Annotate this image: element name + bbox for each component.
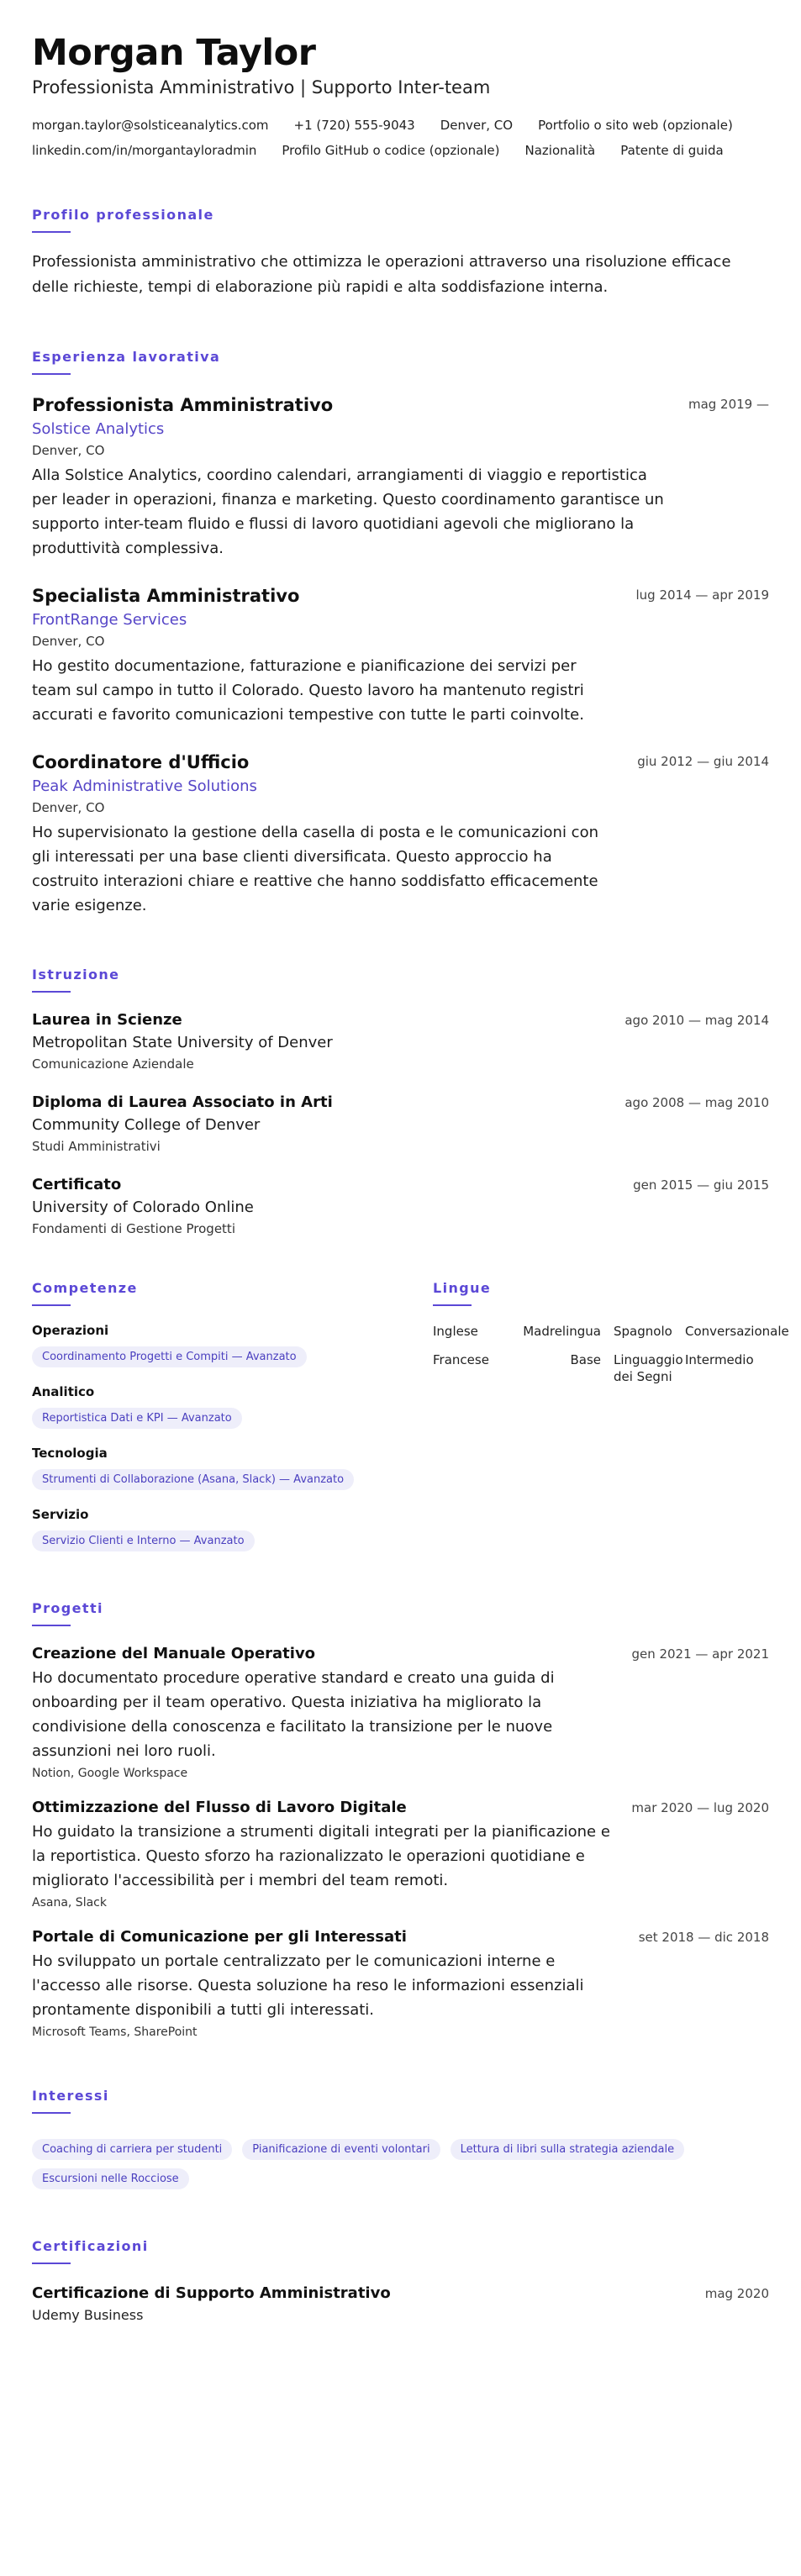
education-field: Fondamenti di Gestione Progetti [32, 1221, 235, 1236]
skill-group [32, 1323, 399, 1367]
education-entry [32, 1011, 769, 1072]
job-company: Peak Administrative Solutions [32, 777, 257, 795]
project-dates: set 2018 — dic 2018 [638, 1930, 769, 1945]
project-name: Ottimizzazione del Flusso di Lavoro Digitale [32, 1799, 407, 1816]
certification-issuer: Udemy Business [32, 2307, 144, 2323]
job-dates: giu 2012 — giu 2014 [637, 754, 769, 769]
job-description: Ho supervisionato la gestione della casella di posta e le comunicazioni con gli interessati per una base clienti diversificata. Questo approccio ha costruito interazioni chiare e reattive che hanno soddisfatto efficacemente varie esigenze. [32, 824, 598, 914]
language-level: Base [570, 1352, 601, 1367]
experience-section-title: Esperienza lavorativa [32, 349, 221, 365]
projects-section-title: Progetti [32, 1600, 103, 1616]
certification-entry [32, 2284, 769, 2323]
skill-category: Tecnologia [32, 1446, 108, 1461]
skill-chip: Coordinamento Progetti e Compiti — Avanzato [32, 1346, 307, 1367]
projects-section [32, 1600, 769, 2039]
skills-column [32, 1280, 399, 1551]
skill-chip: Reportistica Dati e KPI — Avanzato [32, 1408, 242, 1429]
certification-name: Certificazione di Supporto Amministrativo [32, 2284, 391, 2302]
contact-linkedin[interactable]: linkedin.com/in/morgantayloradmin [32, 143, 257, 158]
contact-nationality: Nazionalità [524, 143, 596, 158]
summary-section [32, 207, 769, 300]
education-field: Studi Amministrativi [32, 1139, 161, 1154]
job-entry [32, 752, 769, 918]
interests-section-title: Interessi [32, 2088, 109, 2104]
job-description: Ho gestito documentazione, fatturazione e pianificazione dei servizi per team sul campo in tutto il Colorado. Questo lavoro ha mantenuto registri accurati e favorito comunicazioni tempestive con tutte le parti coinvolte. [32, 657, 584, 724]
education-school: Community College of Denver [32, 1116, 261, 1134]
skill-group [32, 1507, 399, 1551]
project-description: Ho sviluppato un portale centralizzato per le comunicazioni interne e l'accesso alle risorse. Questa soluzione ha reso le informazioni essenziali prontamente disponibili a tutti gli interessati. [32, 1952, 584, 2019]
language-name: Francese [433, 1352, 489, 1367]
interests-section [32, 2088, 769, 2189]
skill-group [32, 1384, 399, 1429]
interest-chip: Lettura di libri sulla strategia aziendale [451, 2139, 685, 2160]
education-section [32, 967, 769, 1236]
section-divider [433, 1304, 472, 1306]
language-name: Inglese [433, 1324, 478, 1339]
interest-chip: Pianificazione di eventi volontari [242, 2139, 440, 2160]
skill-group [32, 1446, 399, 1490]
education-degree: Certificato [32, 1176, 122, 1193]
interest-chip: Coaching di carriera per studenti [32, 2139, 232, 2160]
education-dates: gen 2015 — giu 2015 [633, 1177, 769, 1193]
project-entry [32, 1799, 769, 1910]
languages-section-title: Lingue [433, 1280, 492, 1296]
education-dates: ago 2010 — mag 2014 [624, 1013, 769, 1028]
contact-email[interactable]: morgan.taylor@solsticeanalytics.com [32, 118, 269, 133]
project-description: Ho guidato la transizione a strumenti digitali integrati per la pianificazione e la reportistica. Questo sforzo ha razionalizzato le operazioni quotidiane e migliorato l'accessibilità per i membri del team remoti. [32, 1823, 610, 1889]
interest-chip: Escursioni nelle Rocciose [32, 2168, 189, 2189]
section-divider [32, 373, 71, 375]
job-company: FrontRange Services [32, 611, 187, 629]
section-divider [32, 1625, 71, 1626]
project-dates: mar 2020 — lug 2020 [631, 1800, 769, 1815]
summary-text: Professionista amministrativo che ottimizza le operazioni attraverso una risoluzione efficace delle richieste, tempi di elaborazione più rapidi e alta soddisfazione interna. [32, 253, 731, 296]
skill-category: Operazioni [32, 1323, 109, 1338]
education-degree: Laurea in Scienze [32, 1011, 182, 1029]
job-location: Denver, CO [32, 800, 105, 815]
section-divider [32, 1304, 71, 1306]
language-row [433, 1323, 789, 1340]
education-entry [32, 1176, 769, 1236]
job-description: Alla Solstice Analytics, coordino calendari, arrangiamenti di viaggio e reportistica per leader in operazioni, finanza e marketing. Questo coordinamento garantisce un supporto inter-team fluido e flussi di lavoro quotidiani agevoli che migliorano la produttività complessiva. [32, 466, 664, 557]
project-entry [32, 1645, 769, 1780]
contact-github[interactable]: Profilo GitHub o codice (opzionale) [282, 143, 500, 158]
skill-chip: Strumenti di Collaborazione (Asana, Slack) — Avanzato [32, 1469, 354, 1490]
project-dates: gen 2021 — apr 2021 [631, 1646, 769, 1662]
section-divider [32, 2263, 71, 2264]
project-tools: Asana, Slack [32, 1896, 107, 1910]
certifications-section-title: Certificazioni [32, 2238, 149, 2254]
education-school: Metropolitan State University of Denver [32, 1034, 333, 1051]
experience-section [32, 349, 769, 918]
job-title: Professionista Amministrativo [32, 395, 334, 415]
education-section-title: Istruzione [32, 967, 120, 982]
language-level: Conversazionale [685, 1324, 789, 1339]
interest-list [32, 2131, 755, 2189]
job-location: Denver, CO [32, 634, 105, 649]
skill-category: Analitico [32, 1384, 95, 1399]
project-entry [32, 1928, 769, 2039]
education-school: University of Colorado Online [32, 1198, 254, 1216]
job-title: Coordinatore d'Ufficio [32, 752, 250, 772]
job-location: Denver, CO [32, 443, 105, 458]
section-divider [32, 231, 71, 233]
education-entry [32, 1093, 769, 1154]
candidate-name: Morgan Taylor [32, 32, 316, 74]
job-entry [32, 395, 769, 561]
contact-location: Denver, CO [440, 118, 514, 133]
contact-list [32, 118, 769, 158]
contact-phone[interactable]: +1 (720) 555-9043 [293, 118, 415, 133]
project-tools: Notion, Google Workspace [32, 1767, 188, 1780]
language-level: Intermedio [685, 1352, 754, 1367]
summary-section-title: Profilo professionale [32, 207, 214, 223]
resume-container [32, 25, 789, 2323]
certification-date: mag 2020 [704, 2286, 769, 2301]
education-dates: ago 2008 — mag 2010 [624, 1095, 769, 1110]
languages-column [433, 1280, 789, 1551]
contact-portfolio[interactable]: Portfolio o sito web (opzionale) [538, 118, 733, 133]
project-tools: Microsoft Teams, SharePoint [32, 2026, 198, 2039]
education-degree: Diploma di Laurea Associato in Arti [32, 1093, 333, 1111]
skills-section-title: Competenze [32, 1280, 138, 1296]
language-level: Madrelingua [523, 1324, 601, 1339]
skill-category: Servizio [32, 1507, 89, 1522]
project-name: Creazione del Manuale Operativo [32, 1645, 316, 1662]
language-name: Linguaggio dei Segni [614, 1352, 683, 1384]
language-row [433, 1351, 769, 1385]
job-entry [32, 586, 769, 727]
contact-license: Patente di guida [620, 143, 724, 158]
job-title: Specialista Amministrativo [32, 586, 300, 606]
job-dates: mag 2019 — [688, 397, 769, 412]
language-name: Spagnolo [614, 1324, 672, 1339]
certifications-section [32, 2238, 769, 2323]
project-description: Ho documentato procedure operative standard e creato una guida di onboarding per il team operativo. Questa iniziativa ha migliorato la condivisione della conoscenza e facilitato la transizione per le nuove assunzioni nei loro ruoli. [32, 1669, 555, 1760]
skill-chip: Servizio Clienti e Interno — Avanzato [32, 1530, 255, 1551]
job-dates: lug 2014 — apr 2019 [635, 587, 769, 603]
section-divider [32, 991, 71, 993]
skills-languages-section [32, 1280, 789, 1551]
candidate-headline: Professionista Amministrativo | Supporto Inter-team [32, 77, 491, 97]
project-name: Portale di Comunicazione per gli Interessati [32, 1928, 407, 1946]
job-company: Solstice Analytics [32, 420, 165, 438]
section-divider [32, 2112, 71, 2114]
education-field: Comunicazione Aziendale [32, 1056, 194, 1072]
